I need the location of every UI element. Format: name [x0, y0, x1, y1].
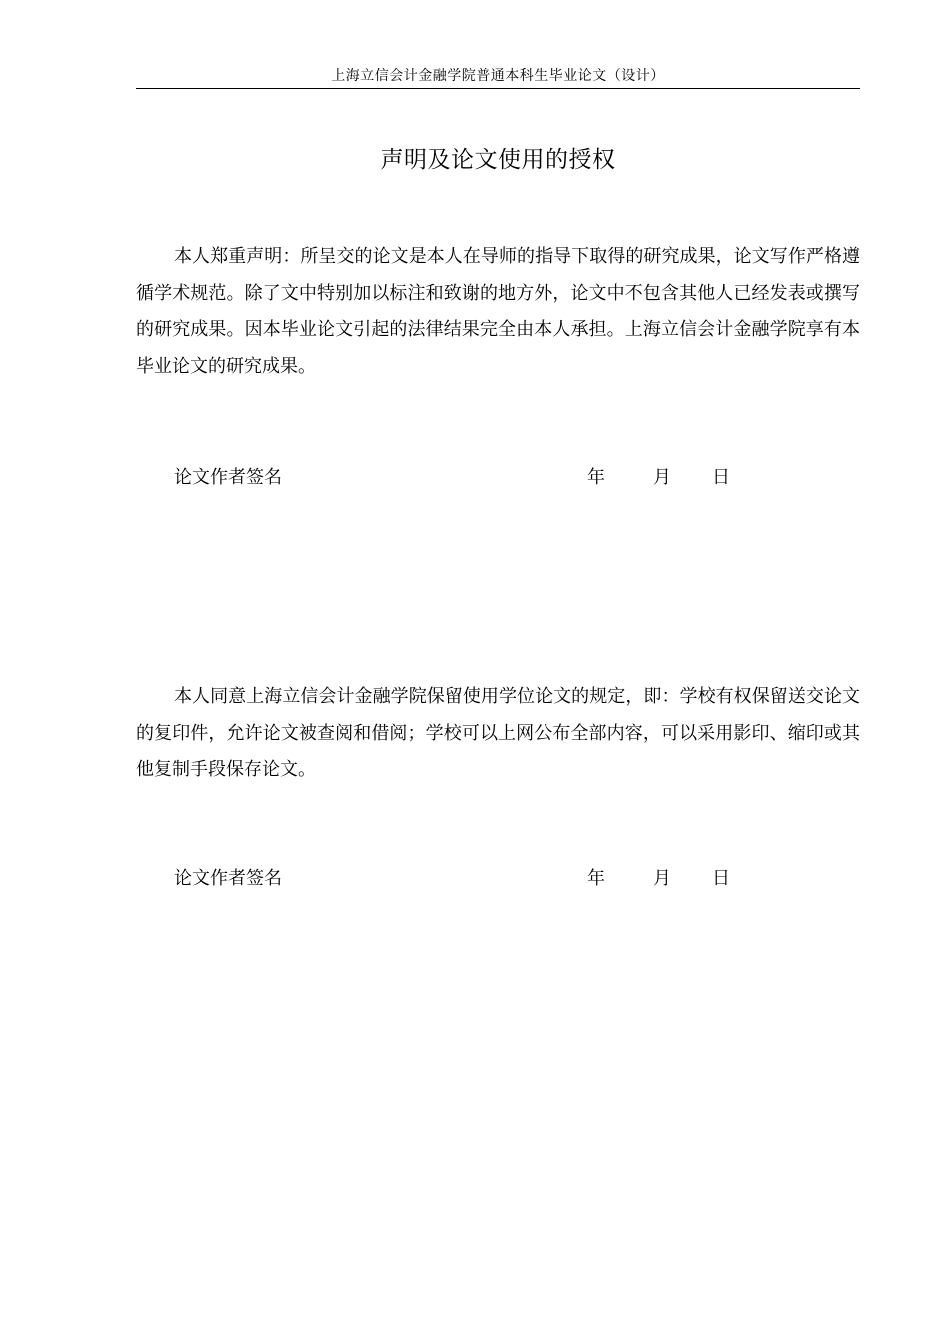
date-month-label: 月 — [653, 467, 671, 488]
signature-label: 论文作者签名 — [174, 868, 282, 889]
date-day-label: 日 — [712, 467, 730, 488]
date-month-label: 月 — [653, 868, 671, 889]
declaration-signature-line — [136, 463, 860, 493]
running-header: 上海立信会计金融学院普通本科生毕业论文（设计） — [331, 68, 665, 84]
date-day-label: 日 — [712, 868, 730, 889]
declaration-paragraph: 本人郑重声明：所呈交的论文是本人在导师的指导下取得的研究成果，论文写作严格遵循学术规范。除了文中特别加以标注和致谢的地方外，论文中不包含其他人已经发表或撰写的研究成果。因本毕业论文引起的法律结果完全由本人承担。上海立信会计金融学院享有本毕业论文的研究成果。 — [136, 246, 860, 377]
page-title: 声明及论文使用的授权 — [380, 147, 616, 173]
date-year-label: 年 — [587, 467, 605, 488]
header-rule — [136, 88, 860, 89]
signature-label: 论文作者签名 — [174, 467, 282, 488]
date-year-label: 年 — [587, 868, 605, 889]
authorization-paragraph: 本人同意上海立信会计金融学院保留使用学位论文的规定，即：学校有权保留送交论文的复印件，允许论文被查阅和借阅；学校可以上网公布全部内容，可以采用影印、缩印或其他复制手段保存论文。 — [136, 686, 860, 780]
authorization-signature-line — [136, 864, 860, 894]
